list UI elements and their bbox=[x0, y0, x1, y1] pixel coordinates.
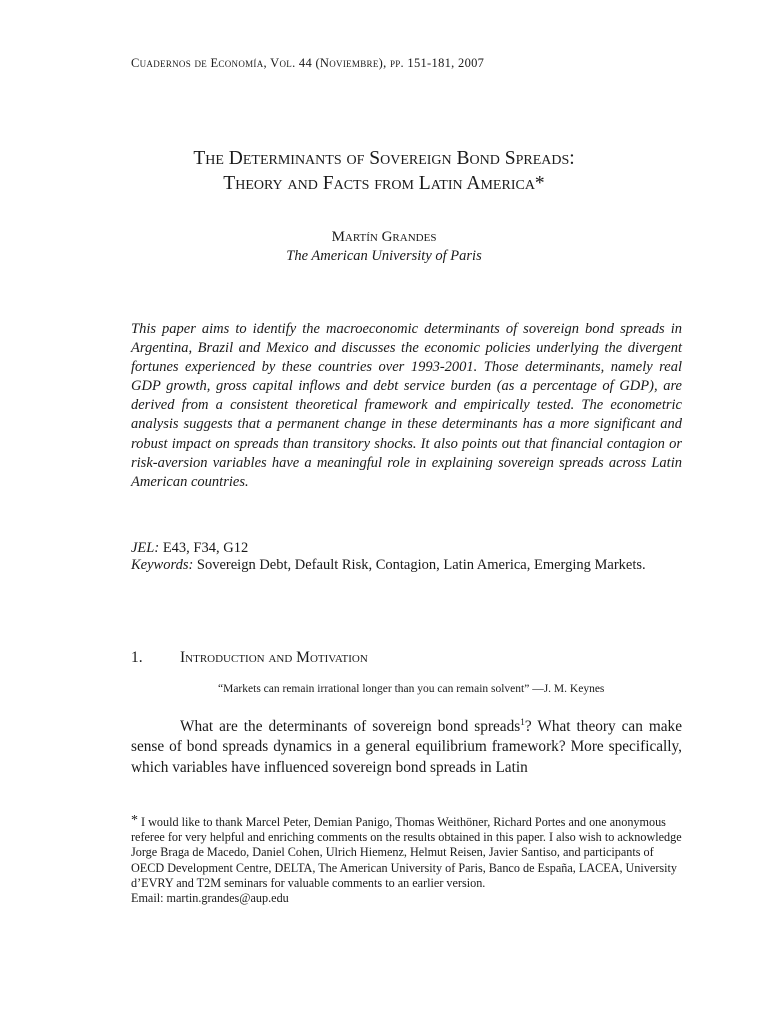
footnote-reference: 1 bbox=[520, 717, 525, 728]
keywords-label: Keywords: bbox=[131, 557, 194, 573]
epigraph-quote: “Markets can remain irrational longer than you can remain solvent” —J. M. Keynes bbox=[218, 683, 605, 695]
footnote-mark: * bbox=[131, 813, 138, 828]
body-paragraph bbox=[131, 717, 682, 778]
author-email: Email: martin.grandes@aup.edu bbox=[131, 891, 289, 906]
keywords-line bbox=[131, 555, 682, 575]
body-text-part-1: What are the determinants of sovereign bond spreads bbox=[180, 718, 521, 735]
section-title: Introduction and Motivation bbox=[180, 649, 368, 666]
keywords: Sovereign Debt, Default Risk, Contagion, Latin America, Emerging Markets. bbox=[196, 557, 646, 573]
section-heading bbox=[131, 649, 368, 667]
body-text-part-2: ? What theory can make sense of bond spreads dynamics in a general equilibrium framework? More specifically, which variables have influenced sovereign bond spreads in Latin bbox=[131, 718, 682, 776]
author-name: Martín Grandes bbox=[331, 229, 437, 245]
author-affiliation: The American University of Paris bbox=[286, 248, 482, 264]
jel-codes: E43, F34, G12 bbox=[162, 540, 249, 556]
section-number: 1. bbox=[131, 649, 143, 666]
footnote-text: I would like to thank Marcel Peter, Demian Panigo, Thomas Weithöner, Richard Portes and one anonymous referee for very helpful and enriching comments on the results obtained in this paper. I also wish to acknowledge Jorge Braga de Macedo, Daniel Cohen, Ulrich Hiemenz, Helmut Reisen, Javier Santiso, and participants of OECD Development Centre, DELTA, The American University of Paris, Banco de España, LACEA, University d’EVRY and T2M seminars for valuable comments to an earlier version. bbox=[131, 815, 682, 890]
jel-label: JEL: bbox=[131, 540, 160, 556]
running-header: Cuadernos de Economía, Vol. 44 (Noviembre), pp. 151-181, 2007 bbox=[131, 56, 485, 70]
footnote bbox=[131, 815, 682, 906]
paper-title-line-2: Theory and Facts from Latin America* bbox=[223, 173, 545, 194]
paper-title-line-1: The Determinants of Sovereign Bond Spreads: bbox=[193, 148, 575, 169]
abstract: This paper aims to identify the macroeconomic determinants of sovereign bond spreads in Argentina, Brazil and Mexico and discusses the economic policies underlying the divergent fortunes experienced by these countries over 1993-2001. Those determinants, namely real GDP growth, gross capital inflows and debt service burden (as a percentage of GDP), are derived from a consistent theoretical framework and empirically tested. The econometric analysis suggests that a permanent change in these determinants has a more significant and robust impact on spreads than transitory shocks. It also points out that financial contagion or risk-aversion variables have a meaningful role in explaining sovereign spreads across Latin American countries. bbox=[131, 321, 682, 490]
